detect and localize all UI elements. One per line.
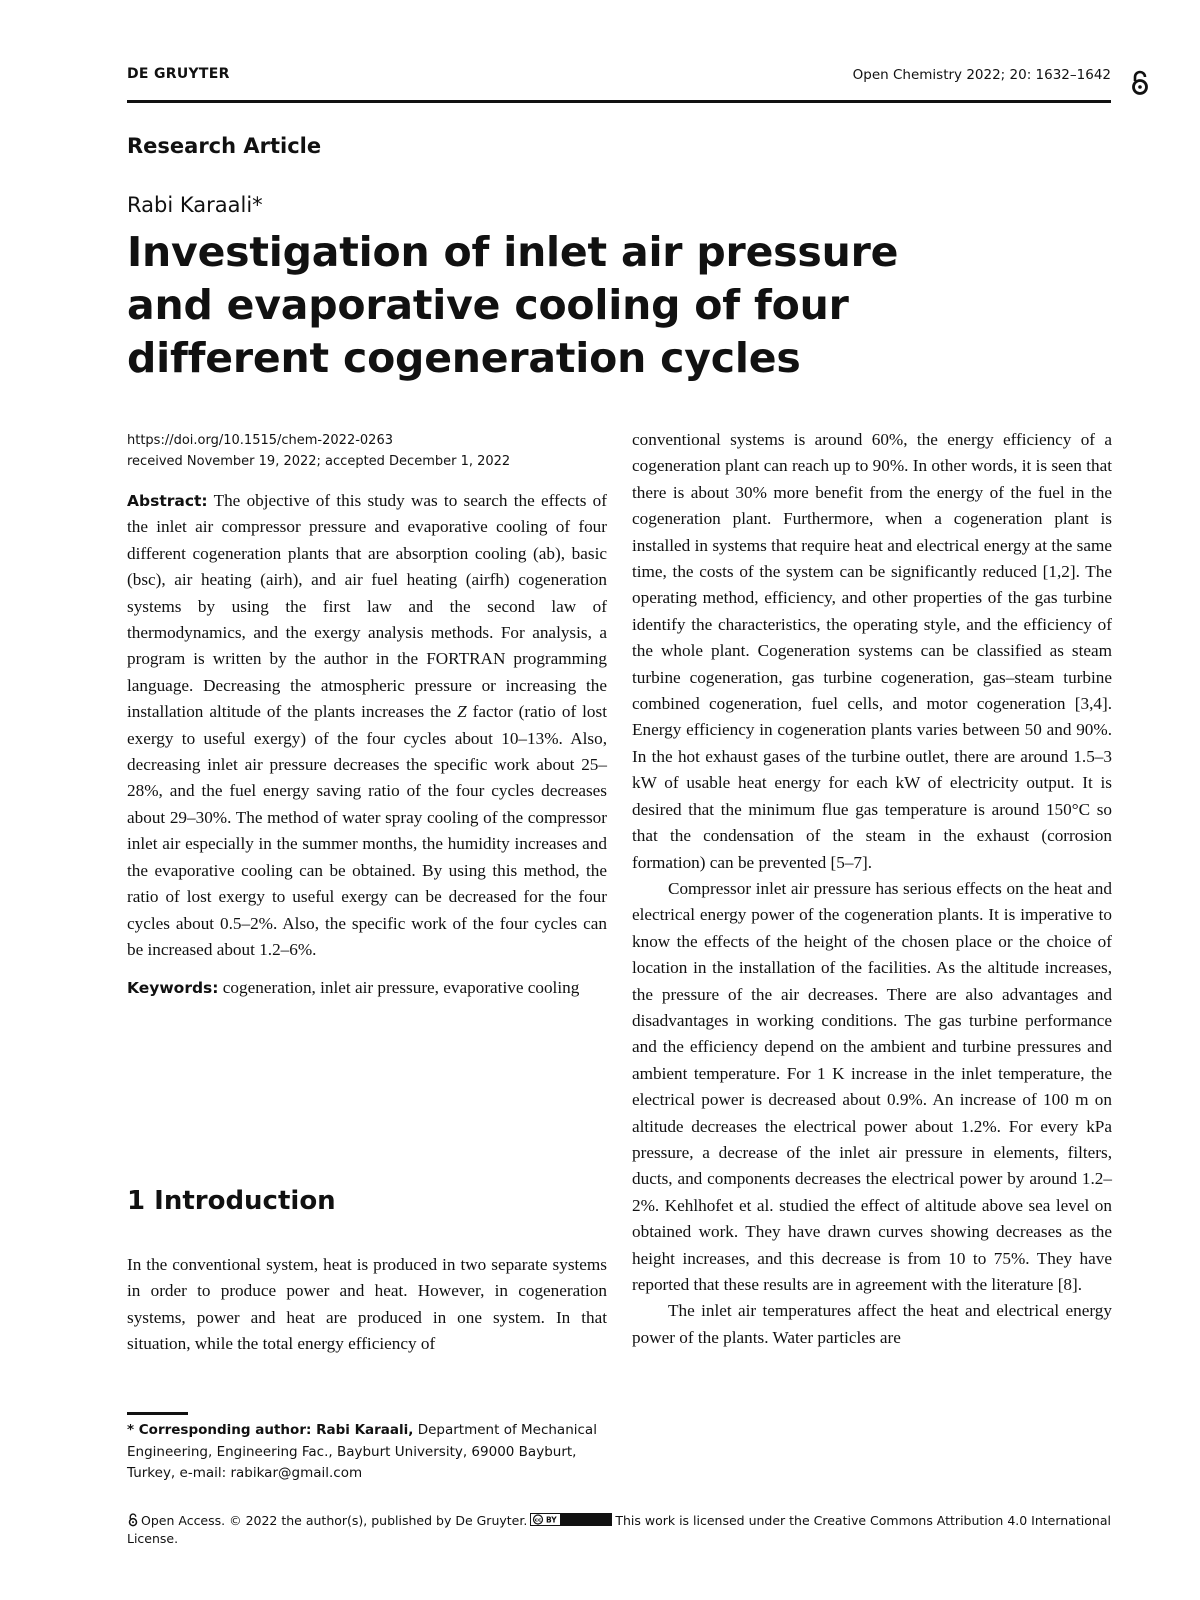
- open-access-icon: [1130, 70, 1150, 96]
- abstract-text-part-2: factor (ratio of lost exergy to useful exergy) of the four cycles about 10–13%. Also, decreasing inlet air pressure decreases the specific work about 25–28%, and the fuel energy saving ratio of the four cycles decreases about 29–30%. The method of water spray cooling of the compressor inlet air especially in the summer months, the humidity increases and the evaporative cooling can be obtained. By using this method, the ratio of lost exergy to useful exergy can be decreased for the four cycles about 0.5–2%. Also, the specific work of the four cycles can be increased about 1.2–6%.: [127, 702, 607, 959]
- license-statement: [127, 1512, 1111, 1548]
- abstract-text-part-1: The objective of this study was to search the effects of the inlet air compressor pressure and evaporative cooling of four different cogeneration plants that are absorption cooling (ab), basic (bsc), air heating (airh), and air fuel heating (airfh) cogeneration systems by using the first law and the second law of thermodynamics, and the exergy analysis methods. For analysis, a program is written by the author in the FORTRAN programming language. Decreasing the atmospheric pressure or increasing the installation altitude of the plants increases the: [127, 491, 607, 722]
- introduction-paragraph-1-continued: conventional systems is around 60%, the energy efficiency of a cogeneration plant can reach up to 90%. In other words, it is seen that there is about 30% more benefit from the energy of the fuel in the cogeneration plant. Furthermore, when a cogeneration plant is installed in systems that require heat and electrical energy at the same time, the costs of the system can be significantly reduced [1,2]. The operating method, efficiency, and other properties of the gas turbine identify the characteristics, the operating style, and the efficiency of the whole plant. Cogeneration systems can be classified as steam turbine cogeneration, gas turbine cogeneration, gas–steam turbine combined cogeneration, fuel cells, and motor cogeneration [3,4]. Energy efficiency in cogeneration plants varies between 50 and 90%. In the hot exhaust gases of the turbine outlet, there are around 1.5–3 kW of usable heat energy for each kW of electricity output. It is desired that the minimum flue gas temperature is around 150°C so that the condensation of the steam in the exhaust (corrosion formation) can be prevented [5–7].: [632, 430, 1112, 872]
- introduction-paragraph-3: The inlet air temperatures affect the heat and electrical energy power of the plants. Water particles are: [632, 1301, 1112, 1347]
- abstract-z-symbol: Z: [457, 702, 467, 722]
- article-type: Research Article: [127, 134, 322, 158]
- received-accepted-dates: received November 19, 2022; accepted December 1, 2022: [127, 454, 511, 469]
- abstract-label: Abstract:: [127, 492, 208, 510]
- footnote-divider: [127, 1412, 188, 1415]
- footnote-text: Department of Mechanical Engineering, Engineering Fac., Bayburt University, 69000 Bayburt, Turkey, e-mail: rabikar@gmail.com: [127, 1422, 597, 1481]
- abstract-column: [127, 488, 607, 1002]
- publisher-name: DE GRUYTER: [127, 66, 230, 82]
- cc-by-badge: [530, 1513, 612, 1526]
- author-name: Rabi Karaali*: [127, 193, 263, 217]
- corresponding-author-footnote: [127, 1420, 607, 1485]
- article-title: Investigation of inlet air pressure and evaporative cooling of four different cogeneration cycles: [127, 228, 899, 382]
- section-heading-introduction: 1 Introduction: [127, 1186, 336, 1216]
- open-access-text: Open Access. © 2022 the author(s), published by De Gruyter.: [141, 1513, 528, 1528]
- page-header: [127, 66, 1111, 103]
- svg-text:BY: BY: [546, 1515, 558, 1525]
- keywords: [127, 975, 607, 1001]
- introduction-left-text: [127, 1252, 607, 1358]
- journal-citation: Open Chemistry 2022; 20: 1632–1642: [852, 67, 1111, 83]
- keywords-text: cogeneration, inlet air pressure, evaporative cooling: [222, 978, 580, 998]
- article-meta: [127, 430, 510, 472]
- footnote-label: * Corresponding author: Rabi Karaali,: [127, 1422, 414, 1438]
- right-column: [632, 427, 1112, 1351]
- open-access-small-icon: [127, 1513, 139, 1527]
- keywords-label: Keywords:: [127, 979, 219, 998]
- abstract: [127, 488, 607, 963]
- license-text: This work is licensed under the Creative Commons Attribution 4.0 International License.: [127, 1513, 1111, 1546]
- svg-text:cc: cc: [535, 1517, 542, 1524]
- doi-link[interactable]: https://doi.org/10.1515/chem-2022-0263: [127, 433, 393, 448]
- introduction-paragraph-2: Compressor inlet air pressure has serious effects on the heat and electrical energy power of the cogeneration plants. It is imperative to know the effects of the height of the chosen place or the choice of location in the installation of the facilities. As the altitude increases, the pressure of the air decreases. There are also advantages and disadvantages in working conditions. The gas turbine performance and the efficiency depend on the ambient and turbine pressures and ambient temperature. For 1 K increase in the inlet temperature, the electrical power is decreased about 0.9%. An increase of 100 m on altitude decreases the electrical power about 1.2%. For every kPa pressure, a decrease of the inlet air pressure in elements, filters, ducts, and components decreases the electrical power by around 1.2–2%. Kehlhofet et al. studied the effect of altitude above sea level on obtained work. They have drawn curves showing decreases as the height increases, and this decrease is from 10 to 75%. They have reported that these results are in agreement with the literature [8].: [632, 878, 1112, 1294]
- introduction-paragraph-1: In the conventional system, heat is produced in two separate systems in order to produce power and heat. However, in cogeneration systems, power and heat are produced in one system. In that situation, while the total energy efficiency of: [127, 1255, 607, 1354]
